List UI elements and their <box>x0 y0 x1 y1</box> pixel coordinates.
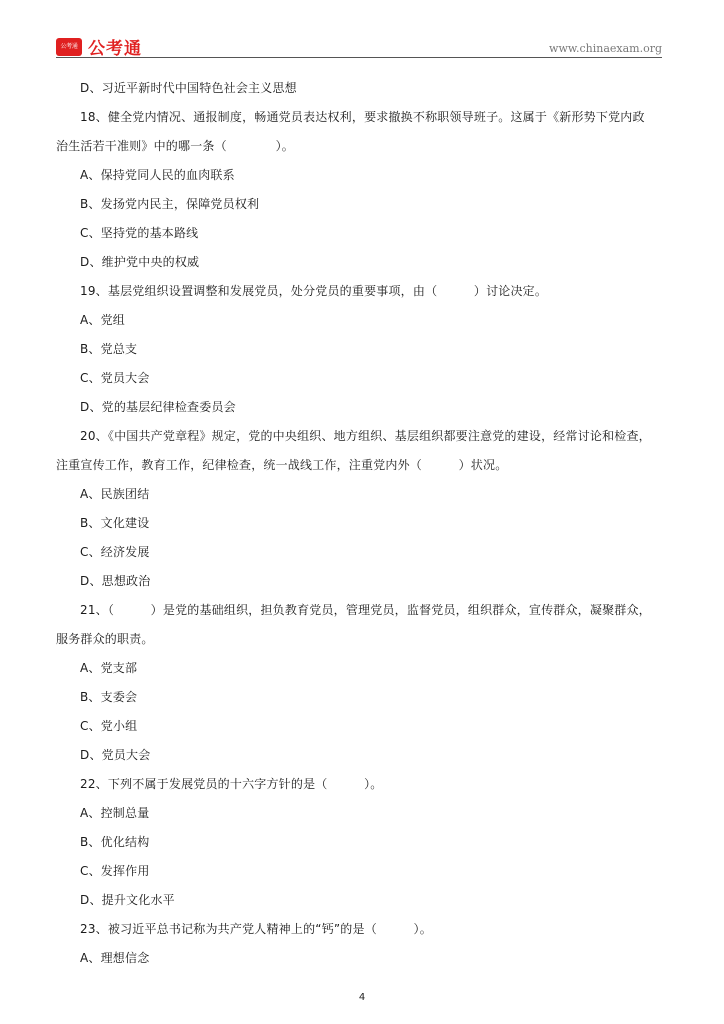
text-line: A、党支部 <box>80 661 138 675</box>
page-number: 4 <box>358 992 366 1003</box>
document-body <box>56 74 666 973</box>
text-line: 服务群众的职责。 <box>56 632 154 646</box>
logo-badge-icon: 公考通 <box>56 38 82 56</box>
text-line: C、经济发展 <box>80 545 150 559</box>
text-line: 21、（ ）是党的基础组织，担负教育党员，管理党员，监督党员，组织群众，宣传群众，凝聚群众， <box>80 603 651 617</box>
text-line: B、党总支 <box>80 342 138 356</box>
logo-text: 公考通 <box>88 39 142 59</box>
text-line: C、坚持党的基本路线 <box>80 226 199 240</box>
brand-logo <box>56 34 142 59</box>
text-line: A、保持党同人民的血肉联系 <box>80 168 235 182</box>
text-line: 22、下列不属于发展党员的十六字方针的是（ ）。 <box>80 777 383 791</box>
header-divider <box>56 57 662 58</box>
text-line: 18、健全党内情况、通报制度，畅通党员表达权利，要求撤换不称职领导班子。这属于《新形势下党内政 <box>80 110 645 124</box>
text-line: A、民族团结 <box>80 487 150 501</box>
text-line: 19、基层党组织设置调整和发展党员，处分党员的重要事项，由（ ）讨论决定。 <box>80 284 548 298</box>
page-header <box>56 34 662 58</box>
text-line: D、党员大会 <box>80 748 151 762</box>
text-line: B、文化建设 <box>80 516 150 530</box>
text-line: C、党员大会 <box>80 371 150 385</box>
text-line: 注重宣传工作，教育工作，纪律检查，统一战线工作，注重党内外（ ）状况。 <box>56 458 508 472</box>
text-line: D、习近平新时代中国特色社会主义思想 <box>80 81 297 95</box>
text-line: B、发扬党内民主，保障党员权利 <box>80 197 260 211</box>
site-url: www.chinaexam.org <box>549 42 662 55</box>
text-line: B、优化结构 <box>80 835 150 849</box>
text-line: 20、《中国共产党章程》规定，党的中央组织、地方组织、基层组织都要注意党的建设，经常讨论和检查， <box>80 429 651 443</box>
text-line: A、控制总量 <box>80 806 150 820</box>
text-line: B、支委会 <box>80 690 138 704</box>
text-line: A、理想信念 <box>80 951 150 965</box>
text-line: D、提升文化水平 <box>80 893 175 907</box>
text-line: C、发挥作用 <box>80 864 150 878</box>
text-line: 23、被习近平总书记称为共产党人精神上的“钙”的是（ ）。 <box>80 922 432 936</box>
text-line: D、思想政治 <box>80 574 151 588</box>
text-line: 治生活若干准则》中的哪一条（ ）。 <box>56 139 295 153</box>
text-line: D、维护党中央的权威 <box>80 255 200 269</box>
text-line: C、党小组 <box>80 719 138 733</box>
text-line: A、党组 <box>80 313 126 327</box>
text-line: D、党的基层纪律检查委员会 <box>80 400 236 414</box>
